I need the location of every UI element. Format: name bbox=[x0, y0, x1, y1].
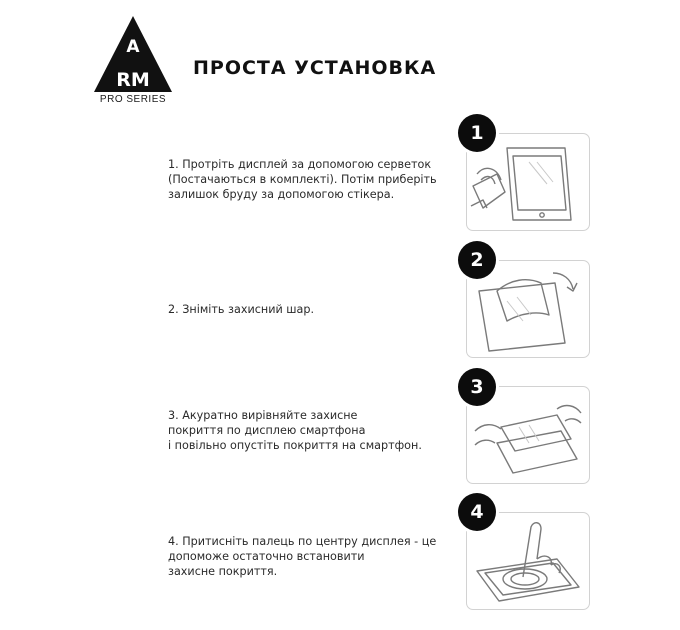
step-3-line: 3. Акуратно вирівняйте захисне bbox=[168, 409, 358, 422]
step-2-line: 2. Зніміть захисний шар. bbox=[168, 303, 315, 316]
step-4-badge: 4 bbox=[458, 493, 496, 531]
step-3-line: покриття по дисплею смартфона bbox=[168, 424, 366, 437]
arm-logo bbox=[92, 14, 174, 106]
step-3-badge: 3 bbox=[458, 368, 496, 406]
step-1-line: залишок бруду за допомогою стікера. bbox=[168, 188, 395, 201]
step-3-text bbox=[168, 408, 453, 453]
step-4-line: допоможе остаточно встановити bbox=[168, 550, 365, 563]
step-4-line: 4. Притисніть палець по центру дисплея - це bbox=[168, 535, 437, 548]
step-2-text bbox=[168, 302, 453, 317]
step-1-line: (Постачаються в комплекті). Потім приберіть bbox=[168, 173, 437, 186]
step-1-badge: 1 bbox=[458, 114, 496, 152]
step-4-line: захисне покриття. bbox=[168, 565, 278, 578]
logo-series-label: PRO SERIES bbox=[99, 94, 167, 105]
logo-letter-a: A bbox=[126, 37, 140, 57]
step-1-text bbox=[168, 157, 453, 202]
page-title: ПРОСТА УСТАНОВКА bbox=[193, 57, 437, 79]
arm-logo-triangle-icon bbox=[92, 14, 174, 94]
step-4-text bbox=[168, 534, 453, 579]
step-1-line: 1. Протріть дисплей за допомогою серветок bbox=[168, 158, 432, 171]
step-2-badge: 2 bbox=[458, 241, 496, 279]
step-3-line: і повільно опустіть покриття на смартфон. bbox=[168, 439, 422, 452]
logo-letters-rm: RM bbox=[116, 69, 150, 91]
